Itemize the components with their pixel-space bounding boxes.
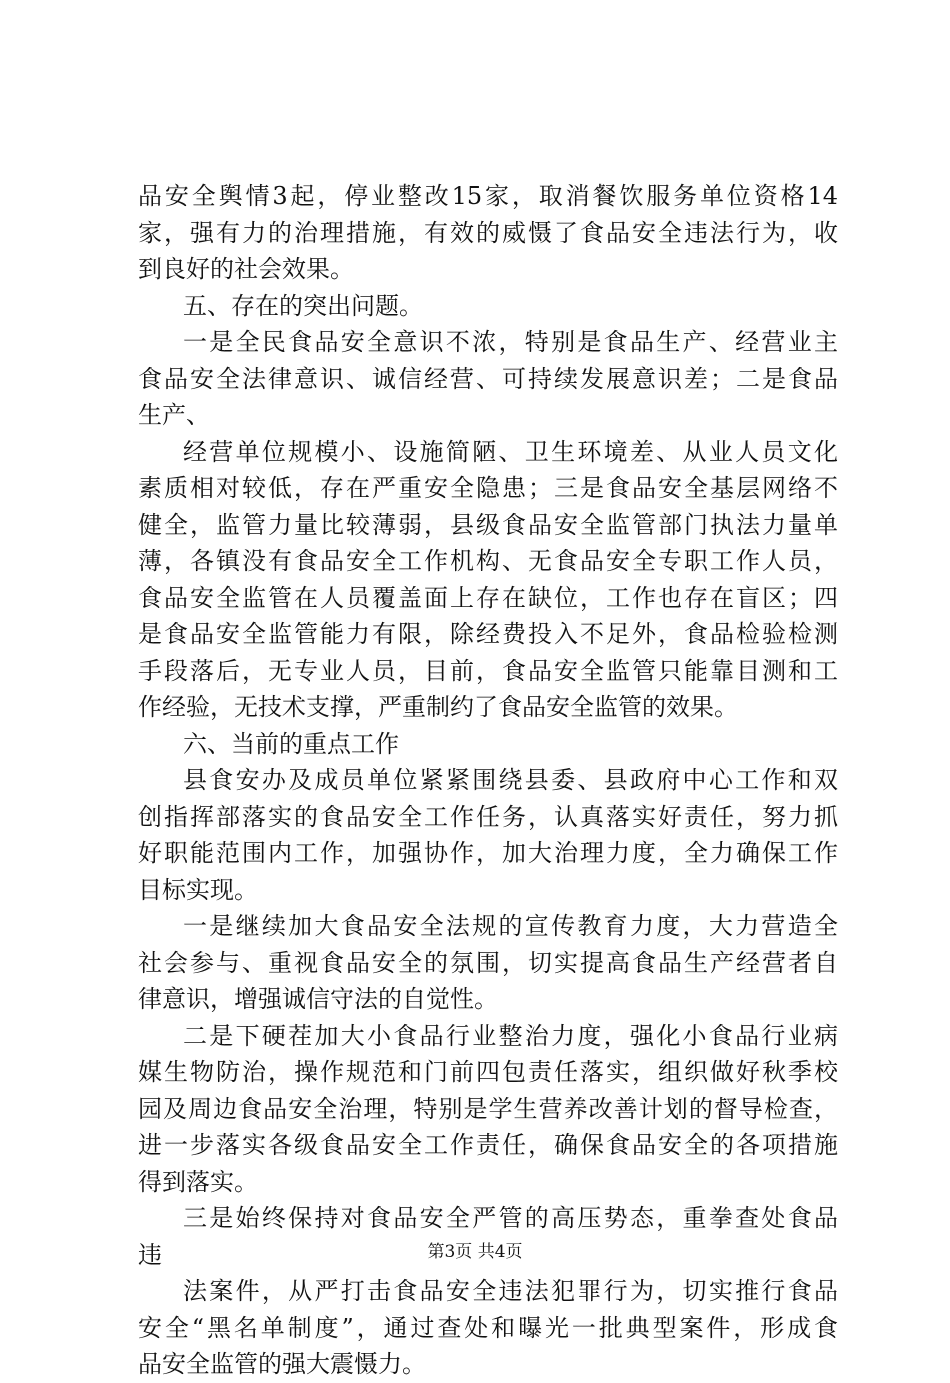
text-line: 媒生物防治，操作规范和门前四包责任落实，组织做好秋季校 (138, 1058, 838, 1086)
text-line: 到良好的社会效果。 (138, 255, 354, 283)
text-line: 作经验，无技术支撑，严重制约了食品安全监管的效果。 (138, 693, 738, 721)
text-line: 得到落实。 (138, 1167, 258, 1196)
text-line: 进一步落实各级食品安全工作责任，确保食品安全的各项措施 (138, 1131, 838, 1159)
text-line: 社会参与、重视食品安全的氛围，切实提高食品生产经营者自 (138, 948, 838, 977)
text-line: 一是全民食品安全意识不浓，特别是食品生产、经营业主 (183, 328, 838, 356)
text-line: 品安全监管的强大震慑力。 (138, 1350, 426, 1378)
text-line: 创指挥部落实的食品安全工作任务，认真落实好责任，努力抓 (138, 802, 838, 831)
text-line: 目标实现。 (138, 875, 258, 904)
text-line: 薄，各镇没有食品安全工作机构、无食品安全专职工作人员， (138, 547, 838, 575)
text-line: 食品安全法律意识、诚信经营、可持续发展意识差；二是食品 (138, 364, 838, 393)
text-line: 生产、 (138, 401, 210, 429)
text-line: 三是始终保持对食品安全严管的高压势态，重拳查处食品 (183, 1204, 838, 1232)
text-line: 安全“黑名单制度”，通过查处和曝光一批典型案件，形成食 (138, 1313, 838, 1342)
text-line: 品安全舆情3起，停业整改15家，取消餐饮服务单位资格14 (138, 182, 838, 210)
text-line: 是食品安全监管能力有限，除经费投入不足外，食品检验检测 (138, 620, 838, 648)
text-line: 家，强有力的治理措施，有效的威慑了食品安全违法行为，收 (138, 218, 838, 247)
text-line: 六、当前的重点工作 (183, 729, 399, 758)
text-line: 五、存在的突出问题。 (183, 291, 423, 320)
text-line: 一是继续加大食品安全法规的宣传教育力度，大力营造全 (183, 912, 838, 940)
text-line: 食品安全监管在人员覆盖面上存在缺位，工作也存在盲区；四 (138, 583, 838, 612)
text-line: 素质相对较低，存在严重安全隐患；三是食品安全基层网络不 (138, 474, 838, 502)
text-line: 手段落后，无专业人员，目前，食品安全监管只能靠目测和工 (138, 656, 838, 685)
text-line: 园及周边食品安全治理，特别是学生营养改善计划的督导检查， (138, 1094, 838, 1123)
page-footer: 第3页 共4页 (427, 1242, 523, 1262)
text-line: 健全，监管力量比较薄弱，县级食品安全监管部门执法力量单 (138, 510, 838, 539)
text-line: 经营单位规模小、设施简陋、卫生环境差、从业人员文化 (183, 437, 838, 466)
document-body (138, 178, 838, 1383)
text-line: 违 (138, 1240, 162, 1269)
text-line: 法案件，从严打击食品安全违法犯罪行为，切实推行食品 (183, 1277, 838, 1305)
text-line: 好职能范围内工作，加强协作，加大治理力度，全力确保工作 (138, 839, 838, 867)
text-line: 律意识，增强诚信守法的自觉性。 (138, 985, 498, 1013)
text-line: 二是下硬茬加大小食品行业整治力度，强化小食品行业病 (183, 1021, 838, 1050)
text-line: 县食安办及成员单位紧紧围绕县委、县政府中心工作和双 (183, 766, 838, 794)
